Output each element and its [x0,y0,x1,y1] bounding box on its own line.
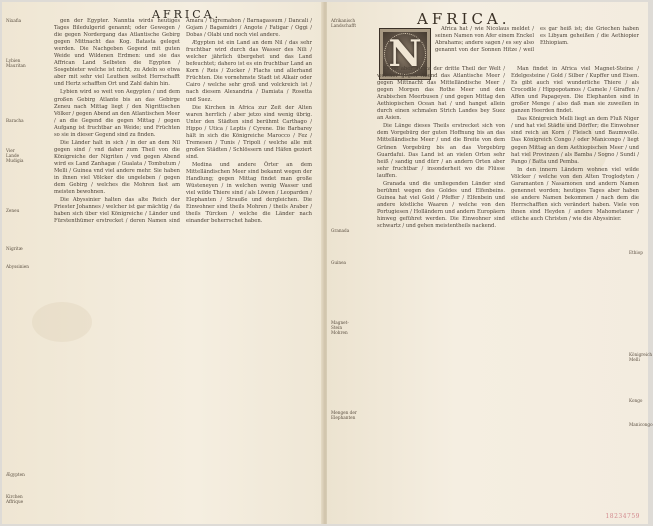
paragraph: Die Abyssinier halten das alte Reich der Priester Johannes / welcher ist gar mächtig / da haben sich über viel Königreiche / Länder und Fürstenthümer erstrecket / deren Namen sind Amara / Tigremahon / Barnagassum / Dancali / Gojam / Bagamidri / Angote / Fatigar / Oggi / Dobas / Olabi und noch viel andere. [54,18,312,225]
marginal-note-5: Zeneu [6,208,20,213]
archive-stamp: 18234759 [605,513,640,520]
marginal-note-2: Lybien Mauritan [6,58,26,68]
marginal-note-r6: Ethiop [629,250,643,255]
right-body-text [377,66,639,510]
marginal-note-r2: Granada [331,228,350,233]
paragraph: Man findet in Africa viel Magnet-Steine / Edelgesteine / Gold / Silber / Kupffer und Eisen. Es gibt auch viel wunderliche Thiere / als Crocodile / Hippopotamos / Camele / Giraffen / Affen und Papageyen. Die Elephanten sind in großer Menge / also daß man sie zuweilen in ganzen Heerden findet. [511,66,639,115]
paragraph: Die Länder halt in sich / in der an dem Nil gegen sind / vnd daher zum Theil von die Königreiche der Nigriten / vnd gegen Abend wird es Land Zanhagæ / Gualata / Tombutum / Melli / Guinea vnd viel andere mehr. Sie haben in ihnen viel Völcker die ungeleben / gegen dem Gebirg / welches die Mohren fast am meisten bewohnen. [54,139,180,196]
marginal-note-r4: Magnet-Stein Mohren [331,320,349,335]
paragraph: In den innern Ländern wohnen viel wilde Völcker / welche von den Alten Troglodyten / Garamanten / Nasamonen und andern Namen genennet worden; heutiges Tages aber haben sie andere Namen bekommen / nach dem die Herrschafften sich verändert haben. Viele von ihnen sind Heyden / andere Mahometaner / etliche auch Christen / wie die Abyssinier. [511,166,639,222]
initial-letter: N [388,33,422,75]
left-running-head: AFRICA. [152,8,222,21]
paragraph: gen der Egypter. Nanntia wirds heutiges Tages Biledulgerid genannt; oder Gewegen / die gegen Nordergang das Atlantische Gebirg gegen Mittnacht das Kog. Batasta geleget werden. Die Nachgeben Gegend mit guten Weide und Wildenen Erdmen: und sie das Affrican Land Selbsten die Egypten / Sosgebieter welche ist nicht, zu Adeln so etwa aber mit sehr viel Leuthen selbst Herrschafft und Hertz schafften Ort und Zahl dahin hin. [54,18,180,88]
marginal-note-7: Abyssinien [6,264,29,269]
marginal-note-4: Vier Lande Mudigia [6,148,24,163]
marginal-note-1: Nixafia [6,18,22,23]
paragraph: Es ist aber Africa der dritte Theil der Welt / welcher gegen Abend das Atlantische Meer / gegen Mittnacht das Mittelländische Meer / gegen Morgen das Rothe Meer und den Arabischen Meerbusen / und gegen Mittag den Aethiopischen Ocean hat / und hanget allein durch einen schmalen Strich Landes bey Suez an Asien. [377,66,505,122]
paragraph: Africa hat / wie Nicolaus meldet / seinen Namen von Afer einem Enckel Abrahams; andere sagen / es sey also genannt von der Sonnen Hitze / weil es gar heiß ist; die Griechen haben es Libyam geheißen / die Aethiopier Ethiopiam. [435,26,639,54]
paragraph: Die Länge dieses Theils erstrecket sich von dem Vorgebürg der guten Hoffnung bis an das Mittelländische Meer / und die Breite von dem Grünen Vorgebürg bis an das Vorgebürg Guardafui. Das Land ist an vielen Orten sehr heiß / sandig und dürr / an andern Orten aber sehr fruchtbar / insonderheit wo die Flüsse lauffen. [377,123,505,179]
right-page [327,2,653,524]
marginal-note-8: Ægypten [6,472,25,477]
right-running-head: AFRICA. [417,10,511,28]
marginal-note-6: Nigritæ [6,246,23,251]
paragraph: Das Königreich Melli liegt an dem Fluß Niger / und hat viel Städte und Dörffer; die Einwohner sind reich an Korn / Fleisch und Baumwolle. Das Königreich Congo / oder Manicongo / liegt gegen Mittag an dem Aethiopischen Meer / und hat viel Provinzen / als Bamba / Sogno / Sundi / Pango / Batta und Pemba. [511,116,639,165]
paragraph: Die Kirchen in Africa zur Zeit der Alten waren herrlich / aber jetzo sind wenig übrig. Unter den Städten sind berühmt Carthago / Hippo / Utica / Leptis / Cyrene. Die Barbarey hält in sich die Königreiche Marocco / Fez / Tremesen / Tunis / Tripoli / welche alle mit großen Städten / Schlössern und Häfen geziert sind. [186,104,312,160]
paragraph: Lybien wird so weit von Aegypten / und dem großen Gebirg Atlante bis an das Gebirge Zeneu nach Mittag liegt / den Nigrittischen Völker / gegen Abend an den Atlantischen Meer / an die Gegend die gegen Mittag / gegen Aufgang ist fruchtbar an Weide; und Früchten so sie in dieser Gegend sind zu finden. [54,89,180,138]
left-page [2,2,323,524]
book-spread [2,2,653,524]
paragraph: Granada und die umliegenden Länder sind berühmt wegen des Goldes und Elfenbeins. Guinea hat viel Gold / Pfeffer / Elfenbein und andere köstliche Waaren / welche von den Portugiesen / Holländern und andern Europäern hinweg geführet werden. Die Einwohner sind schwartz / und gehen meistentheils nackend. [377,180,505,230]
marginal-note-r8: Kongo [629,398,643,403]
paragraph: Medina und andere Örter an dem Mittelländischen Meer sind bekannt wegen der Handlung; gegen Mittag findet man große Wüsteneyen / in welchen wenig Wasser und viel wilde Thiere sind / als Löwen / Leoparden / Elephanten / Strauße und dergleichen. Die Einwohner sind theils Mohren / theils Araber / theils Türcken / welche die Länder nach einander beherrschet haben. [186,161,312,225]
paragraph: Ægypten ist ein Land an dem Nil / das sehr fruchtbar wird durch das Wasser des Nili / welcher jährlich übergehet und das Land befeuchtet; dahero ist es ein fruchtbar Land an Korn / Reis / Zucker / Flachs und allerhand Früchten. Die vornehmste Stadt ist Alkair oder Cairo / welche sehr groß und volckreich ist / nach diesem Alexandria / Damiata / Rosetta und Suez. [186,40,312,103]
marginal-note-r7: Königreich Melli [629,352,653,362]
marginal-note-9: Kirchen Affrique [6,494,24,504]
right-top-text [435,26,639,68]
marginal-note-r9: Manicongo [629,422,653,427]
marginal-note-3: Baracha [6,118,24,123]
marginal-note-r5: Mengen der Elephanten [331,410,357,420]
marginal-note-r1: Afrikanisch Landschafft [331,18,357,28]
marginal-note-r3: Guinea [331,260,347,265]
left-body-text [54,18,312,510]
